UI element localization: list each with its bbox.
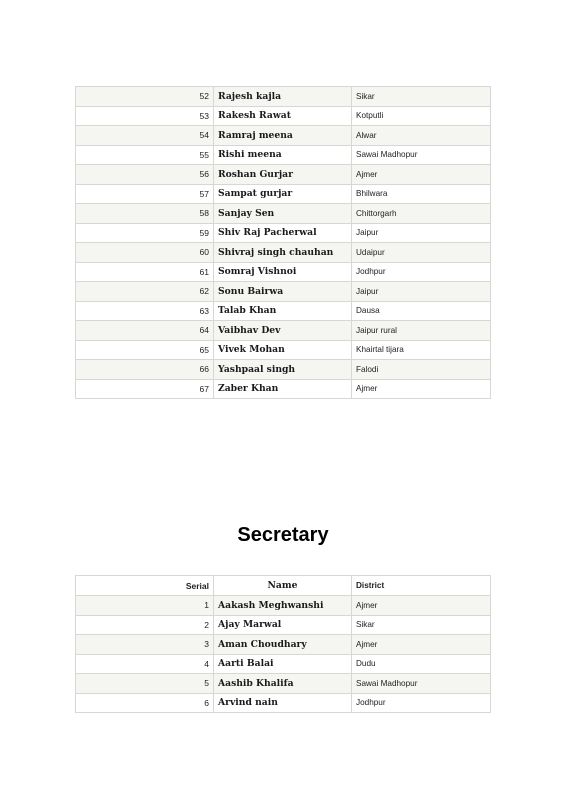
cell-name: Aashib Khalifa — [214, 674, 352, 694]
table-row — [76, 615, 491, 635]
cell-district: Falodi — [352, 360, 491, 380]
table-row — [76, 87, 491, 107]
members-table-body — [76, 87, 491, 399]
cell-name: Somraj Vishnoi — [214, 262, 352, 282]
cell-name: Aman Choudhary — [214, 635, 352, 655]
cell-name: Roshan Gurjar — [214, 165, 352, 185]
cell-serial: 55 — [76, 145, 214, 165]
cell-serial: 65 — [76, 340, 214, 360]
cell-name: Arvind nain — [214, 693, 352, 713]
secretary-table-body — [76, 596, 491, 713]
secretary-table-header — [76, 576, 491, 596]
cell-serial: 6 — [76, 693, 214, 713]
table-row — [76, 360, 491, 380]
cell-name: Ajay Marwal — [214, 615, 352, 635]
cell-serial: 52 — [76, 87, 214, 107]
cell-district: Jodhpur — [352, 693, 491, 713]
cell-name: Aakash Meghwanshi — [214, 596, 352, 616]
cell-district: Dudu — [352, 654, 491, 674]
cell-district: Khairtal tijara — [352, 340, 491, 360]
cell-name: Sampat gurjar — [214, 184, 352, 204]
table-row — [76, 693, 491, 713]
members-table-continued — [75, 86, 491, 399]
cell-serial: 60 — [76, 243, 214, 263]
cell-district: Alwar — [352, 126, 491, 146]
cell-district: Kotputli — [352, 106, 491, 126]
cell-serial: 66 — [76, 360, 214, 380]
cell-serial: 53 — [76, 106, 214, 126]
table-row — [76, 106, 491, 126]
cell-district: Chittorgarh — [352, 204, 491, 224]
cell-serial: 61 — [76, 262, 214, 282]
cell-serial: 5 — [76, 674, 214, 694]
table-row — [76, 204, 491, 224]
table-row — [76, 654, 491, 674]
cell-district: Sawai Madhopur — [352, 674, 491, 694]
table-row — [76, 223, 491, 243]
cell-name: Sonu Bairwa — [214, 282, 352, 302]
cell-serial: 3 — [76, 635, 214, 655]
table-row — [76, 165, 491, 185]
cell-district: Jaipur rural — [352, 321, 491, 341]
table-row — [76, 184, 491, 204]
cell-serial: 1 — [76, 596, 214, 616]
cell-serial: 56 — [76, 165, 214, 185]
cell-district: Sawai Madhopur — [352, 145, 491, 165]
table-row — [76, 321, 491, 341]
cell-serial: 67 — [76, 379, 214, 399]
cell-name: Shivraj singh chauhan — [214, 243, 352, 263]
table-row — [76, 126, 491, 146]
cell-serial: 54 — [76, 126, 214, 146]
cell-district: Ajmer — [352, 596, 491, 616]
cell-name: Talab Khan — [214, 301, 352, 321]
cell-name: Vivek Mohan — [214, 340, 352, 360]
header-serial: Serial — [76, 576, 214, 596]
cell-name: Rajesh kajla — [214, 87, 352, 107]
cell-serial: 59 — [76, 223, 214, 243]
cell-name: Rishi meena — [214, 145, 352, 165]
cell-serial: 62 — [76, 282, 214, 302]
cell-district: Jaipur — [352, 282, 491, 302]
cell-name: Vaibhav Dev — [214, 321, 352, 341]
header-row — [76, 576, 491, 596]
header-district: District — [352, 576, 491, 596]
cell-serial: 63 — [76, 301, 214, 321]
cell-serial: 4 — [76, 654, 214, 674]
cell-name: Rakesh Rawat — [214, 106, 352, 126]
table-row — [76, 301, 491, 321]
table-row — [76, 340, 491, 360]
cell-district: Jodhpur — [352, 262, 491, 282]
table-row — [76, 243, 491, 263]
cell-district: Ajmer — [352, 379, 491, 399]
cell-district: Udaipur — [352, 243, 491, 263]
cell-name: Sanjay Sen — [214, 204, 352, 224]
cell-district: Ajmer — [352, 165, 491, 185]
table-row — [76, 674, 491, 694]
header-name: Name — [214, 576, 352, 596]
cell-serial: 64 — [76, 321, 214, 341]
cell-serial: 2 — [76, 615, 214, 635]
cell-district: Dausa — [352, 301, 491, 321]
cell-serial: 58 — [76, 204, 214, 224]
cell-name: Aarti Balai — [214, 654, 352, 674]
cell-name: Shiv Raj Pacherwal — [214, 223, 352, 243]
cell-name: Ramraj meena — [214, 126, 352, 146]
table-row — [76, 262, 491, 282]
table-row — [76, 145, 491, 165]
cell-name: Yashpaal singh — [214, 360, 352, 380]
cell-district: Bhilwara — [352, 184, 491, 204]
cell-name: Zaber Khan — [214, 379, 352, 399]
table-row — [76, 282, 491, 302]
secretary-table — [75, 575, 491, 713]
table-row — [76, 379, 491, 399]
table-row — [76, 635, 491, 655]
cell-district: Sikar — [352, 615, 491, 635]
table-row — [76, 596, 491, 616]
cell-district: Jaipur — [352, 223, 491, 243]
cell-district: Ajmer — [352, 635, 491, 655]
cell-district: Sikar — [352, 87, 491, 107]
section-title: Secretary — [237, 524, 329, 546]
cell-serial: 57 — [76, 184, 214, 204]
